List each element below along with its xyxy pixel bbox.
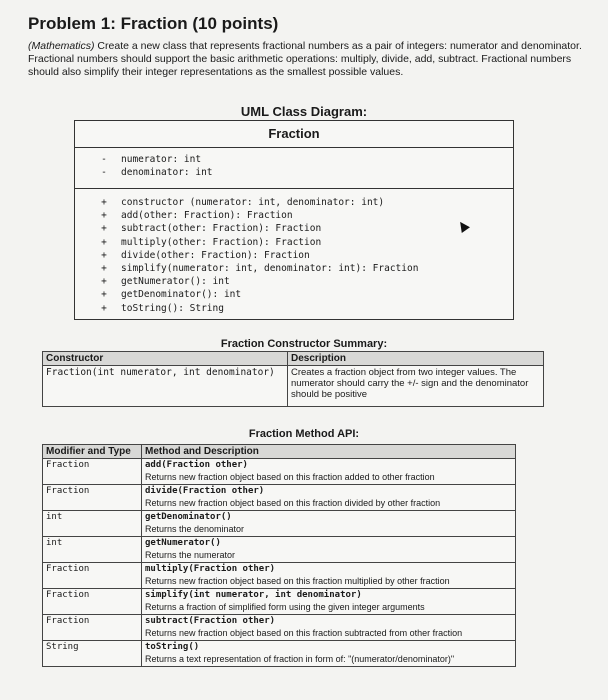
visibility-marker: + — [101, 276, 107, 288]
uml-method-text: subtract(other: Fraction): Fraction — [121, 223, 322, 235]
uml-method-line — [101, 249, 310, 261]
uml-attribute-line — [101, 167, 213, 178]
method-signature: subtract(Fraction other) — [145, 616, 276, 626]
method-col-header: Method and Description — [142, 445, 516, 459]
constructor-header-row — [43, 352, 544, 366]
method-api-row — [43, 537, 516, 563]
return-type: String — [43, 641, 142, 667]
uml-method-line — [101, 263, 419, 274]
uml-class-diagram — [74, 120, 514, 320]
visibility-marker: - — [101, 167, 107, 178]
method-description: Returns the numerator — [145, 549, 236, 560]
visibility-marker: + — [101, 236, 107, 248]
method-signature: simplify(int numerator, int denominator) — [145, 590, 362, 600]
problem-title: Problem 1: Fraction (10 points) — [28, 14, 279, 33]
method-signature: add(Fraction other) — [145, 460, 248, 470]
uml-method-text: divide(other: Fraction): Fraction — [121, 249, 310, 261]
intro-tag: (Mathematics) — [28, 40, 95, 52]
uml-attribute-line — [101, 154, 202, 165]
method-cell — [142, 459, 516, 485]
uml-method-text: add(other: Fraction): Fraction — [121, 210, 293, 222]
return-type: int — [43, 511, 142, 537]
visibility-marker: + — [101, 302, 107, 314]
constructor-row — [43, 366, 544, 407]
description-col-header: Description — [288, 352, 544, 366]
return-type: Fraction — [43, 485, 142, 511]
intro-text: Create a new class that represents fractional numbers as a pair of integers: numerator and denominator. Fractional numbers should support the basic arithmetic operations: multiply, divide, add, subtract. Fractional numbers should also simplify their integer representations as the smallest possible values. — [28, 40, 582, 78]
uml-method-line — [101, 289, 242, 301]
uml-attribute-text: numerator: int — [121, 154, 202, 165]
method-cell — [142, 537, 516, 563]
method-api-row — [43, 589, 516, 615]
uml-method-line — [101, 302, 224, 314]
return-type: Fraction — [43, 589, 142, 615]
uml-method-text: constructor (numerator: int, denominator: int) — [121, 197, 385, 208]
constructor-summary-heading: Fraction Constructor Summary: — [220, 338, 388, 350]
uml-method-line — [101, 223, 322, 235]
return-type: Fraction — [43, 563, 142, 589]
constructor-signature: Fraction(int numerator, int denominator) — [43, 366, 288, 407]
uml-heading: UML Class Diagram: — [240, 104, 368, 119]
uml-method-line — [101, 236, 322, 248]
method-description: Returns new fraction object based on this fraction added to other fraction — [145, 471, 435, 482]
return-type: int — [43, 537, 142, 563]
problem-description — [28, 40, 588, 79]
method-cell — [142, 641, 516, 667]
uml-attribute-text: denominator: int — [121, 167, 213, 178]
method-api-header-row — [43, 445, 516, 459]
method-cell — [142, 563, 516, 589]
method-signature: toString() — [145, 642, 200, 652]
method-signature: multiply(Fraction other) — [145, 564, 276, 574]
method-cell — [142, 615, 516, 641]
method-api-row — [43, 641, 516, 667]
method-api-row — [43, 563, 516, 589]
method-api-row — [43, 459, 516, 485]
uml-method-text: getNumerator(): int — [121, 276, 230, 288]
type-col-header: Modifier and Type — [43, 445, 142, 459]
constructor-col-header: Constructor — [43, 352, 288, 366]
uml-method-text: toString(): String — [121, 302, 224, 314]
uml-method-text: multiply(other: Fraction): Fraction — [121, 236, 322, 248]
uml-method-line — [101, 197, 385, 208]
return-type: Fraction — [43, 615, 142, 641]
constructor-description: Creates a fraction object from two integer values. The numerator should carry the +/- sign and the denominator should be positive — [288, 366, 544, 407]
method-description: Returns new fraction object based on this fraction divided by other fraction — [145, 497, 441, 508]
method-signature: divide(Fraction other) — [145, 486, 265, 496]
method-description: Returns a text representation of fraction in form of: "(numerator/denominator)" — [145, 653, 455, 664]
visibility-marker: + — [101, 249, 107, 261]
method-api-heading: Fraction Method API: — [248, 428, 360, 440]
return-type: Fraction — [43, 459, 142, 485]
method-api-row — [43, 511, 516, 537]
method-api-row — [43, 485, 516, 511]
visibility-marker: - — [101, 154, 107, 165]
uml-method-text: simplify(numerator: int, denominator: int): Fraction — [121, 263, 419, 274]
method-cell — [142, 511, 516, 537]
uml-method-text: getDenominator(): int — [121, 289, 242, 301]
method-description: Returns new fraction object based on this fraction subtracted from other fraction — [145, 627, 463, 638]
method-api-row — [43, 615, 516, 641]
method-description: Returns new fraction object based on this fraction multiplied by other fraction — [145, 575, 450, 586]
method-description: Returns the denominator — [145, 523, 245, 534]
visibility-marker: + — [101, 263, 107, 274]
visibility-marker: + — [101, 289, 107, 301]
visibility-marker: + — [101, 210, 107, 222]
uml-class-name: Fraction — [75, 121, 513, 148]
visibility-marker: + — [101, 223, 107, 235]
method-cell — [142, 485, 516, 511]
uml-method-line — [101, 210, 293, 222]
visibility-marker: + — [101, 197, 107, 208]
constructor-summary-table — [42, 351, 544, 407]
method-cell — [142, 589, 516, 615]
uml-attributes — [75, 148, 513, 189]
method-signature: getDenominator() — [145, 512, 232, 522]
method-api-table — [42, 444, 516, 667]
uml-method-line — [101, 276, 230, 288]
method-signature: getNumerator() — [145, 538, 221, 548]
method-description: Returns a fraction of simplified form using the given integer arguments — [145, 601, 425, 612]
